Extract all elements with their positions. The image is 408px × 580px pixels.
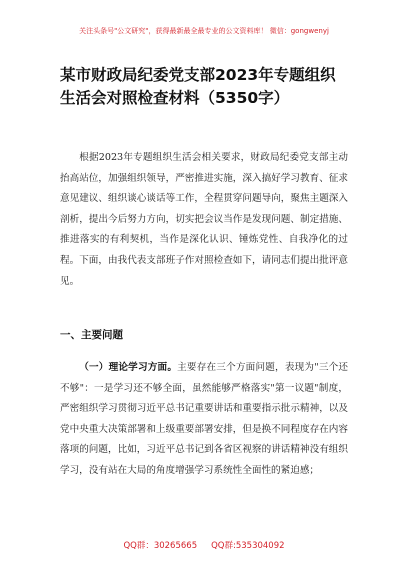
document-title: 某市财政局纪委党支部2023年专题组织生活会对照检查材料（5350字） (60, 66, 336, 107)
subsection-lead-theory-study: （一）理论学习方面。 (79, 362, 178, 373)
footer-qq-group-1: QQ群：30265665 (123, 541, 198, 551)
intro-paragraph: 根据2023年专题组织生活会相关要求，财政局纪委党支部主动抬高站位，加强组织领导，严密推进实施，深入搞好学习教育、征求意见建议、组织谈心谈话等工作，全程贯穿问题导向，聚焦主题深入剖析，提出今后努力方向，切实把会议当作是发现问题、制定措施、推进落实的有利契机，当作是深化认识、锤炼党性、自我净化的过程。下面，由我代表支部班子作对照检查如下，请同志们提出批评意见。 (60, 152, 348, 287)
subsection-text-theory-study: 主要存在三个方面问题，表现为"三个还不够"：一是学习还不够全面，虽然能够严格落实"第一议题"制度，严密组织学习贯彻习近平总书记重要讲话和重要指示批示精神，以及党中央重大决策部署和上级重要部署安排，但是换不同程度存在内容落项的问题，比如，习近平总书记到各省区视察的讲话精神没有组织学习，没有站在大局的角度增强学习系统性全面性的紧迫感； (60, 362, 349, 476)
footer-qq-groups (0, 539, 408, 551)
promo-banner: 关注头条号"公文研究"，获得最新最全最专业的公文资料库！ 微信：gongwenyj (79, 27, 329, 35)
theory-study-paragraph (60, 358, 348, 482)
footer-qq-group-2: QQ群:535304092 (211, 541, 285, 551)
section-heading-main-issues: 一、主要问题 (60, 329, 123, 341)
